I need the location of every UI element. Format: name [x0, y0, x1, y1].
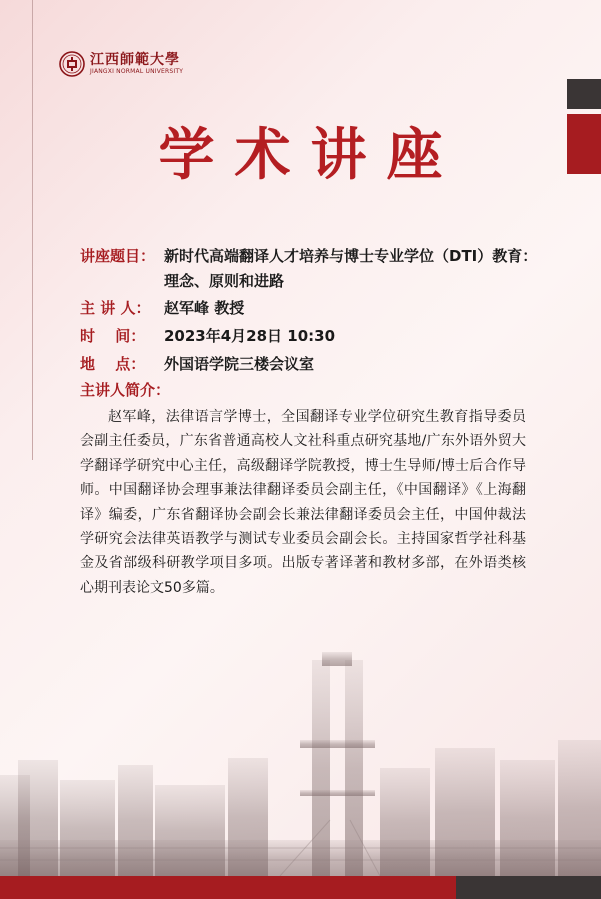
topic-label: 讲座题目： — [80, 247, 156, 265]
time-label: 时 间： — [80, 327, 146, 345]
place-label: 地 点： — [80, 355, 146, 373]
right-gray-block — [567, 79, 601, 109]
bio-text: 赵军峰，法律语言学博士，全国翻译专业学位研究生教育指导委员会副主任委员，广东省普通高校人文社科重点研究基地/广东外语外贸大学翻译学研究中心主任，高级翻译学院教授，博士生导师/博士后合作导师。中国翻译协会理事兼法律翻译委员会副主任，《中国翻译》《上海翻译》编委，广东省翻译协会副会长兼法律翻译委员会主任，中国仲裁法学研究会法律英语教学与测试专业委员会副会长。主持国家哲学社科基金及省部级科研教学项目多项。出版专著译著和教材多部，在外语类核心期刊表论文50多篇。 — [80, 409, 526, 596]
speaker-row — [80, 298, 244, 318]
bottom-red-bar — [0, 876, 456, 899]
poster-title: 学术讲座 — [158, 122, 463, 188]
logo-name-en: JIANGXI NORMAL UNIVERSITY — [90, 68, 184, 75]
campus-skyline-illustration — [0, 640, 601, 876]
place-value: 外国语学院三楼会议室 — [164, 355, 315, 373]
university-logo — [59, 51, 183, 77]
university-seal-icon — [59, 51, 85, 77]
topic-row — [80, 246, 537, 266]
speaker-label: 主 讲 人： — [80, 299, 151, 317]
speaker-value: 赵军峰 教授 — [164, 299, 245, 317]
time-row — [80, 326, 335, 346]
time-value: 2023年4月28日 10:30 — [164, 327, 336, 345]
logo-name-cn: 江西師範大學 — [90, 52, 180, 68]
left-decorative-line — [32, 0, 33, 460]
topic-value-line2: 理念、原则和进路 — [164, 272, 285, 290]
bottom-gray-bar — [456, 876, 601, 899]
topic-row-continued — [164, 271, 284, 291]
topic-value: 新时代高端翻译人才培养与博士专业学位（DTI）教育： — [164, 247, 538, 265]
place-row — [80, 354, 314, 374]
bio-heading: 主讲人简介： — [80, 381, 171, 399]
logo-text — [90, 52, 183, 76]
